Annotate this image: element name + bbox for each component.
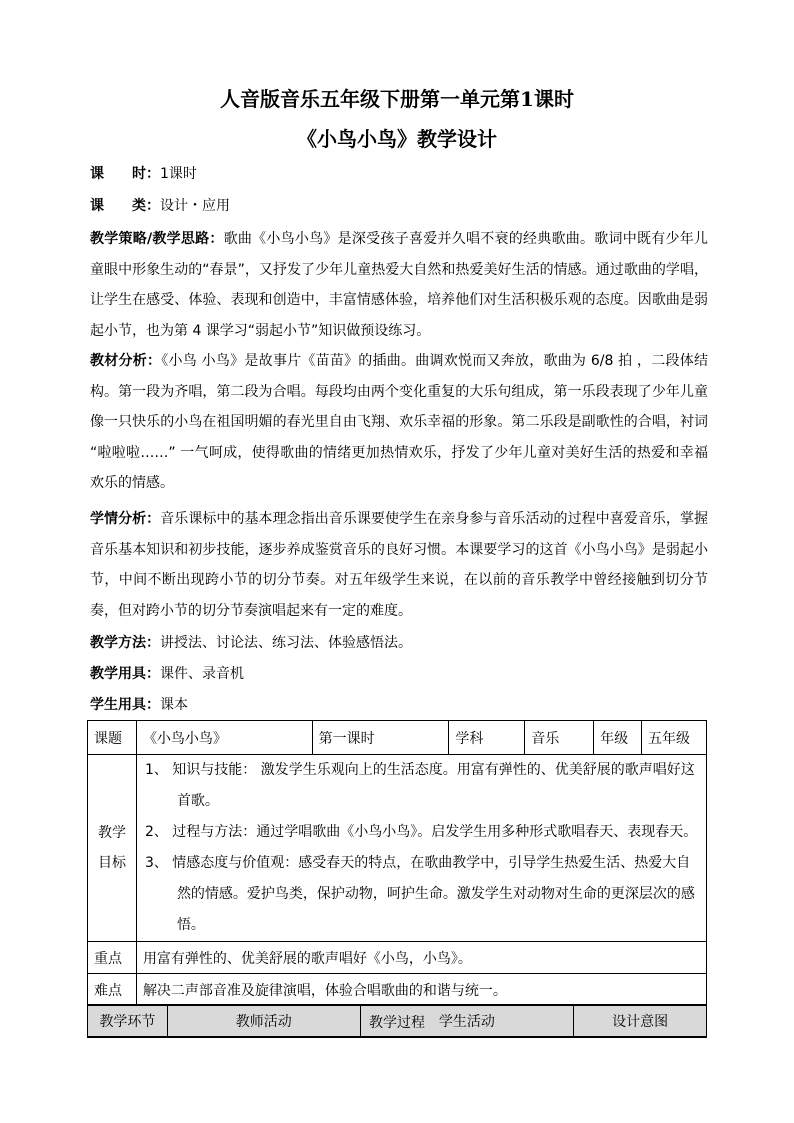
method-label: 教学方法： [90,635,160,651]
tools-label: 教学用具： [90,666,160,682]
grade-value-cell: 五年级 [642,721,707,755]
learner-text: 音乐课标中的基本理念指出音乐课要使学生在亲身参与音乐活动的过程中喜爱音乐，掌握音乐基本知识和初步技能，逐步养成鉴赏音乐的良好习惯。本课要学习的这首《小鸟小鸟》是弱起小节，中间不断出现跨小节的切分节奏。对五年级学生来说，在以前的音乐教学中曾经接触到切分节奏，但对跨小节的切分节奏演唱起来有一定的难度。 [90,511,708,619]
goals-label-line1: 教学 [97,825,126,841]
goals-label-cell [88,755,137,942]
strategy-label: 教学策略/教学思路： [90,231,224,247]
type-value: 设计・应用 [160,198,230,214]
goal-item: 2、 过程与方法：通过学唱歌曲《小鸟小鸟》。启发学生用多种形式歌唱春天、表现春天。 [144,824,698,840]
table-row-goals [88,755,707,942]
method-paragraph [90,628,708,659]
student-tools-paragraph [90,690,708,721]
strategy-text: 歌曲《小鸟小鸟》是深受孩子喜爱并久唱不衰的经典歌曲。歌词中既有少年儿童眼中形象生动的“春景”，又抒发了少年儿童热爱大自然和热爱美好生活的情感。通过歌曲的学唱，让学生在感受、体验、表现和创造中，丰富情感体验，培养他们对生活积极乐观的态度。因歌曲是弱起小节，也为第 4 课学习“弱起小节”知识做预设练习。 [90,231,709,339]
goals-label-line2: 目标 [97,855,126,871]
lesson-cell: 第一课时 [312,721,449,755]
key-label-cell: 重点 [88,942,137,974]
material-label: 教材分析： [90,353,162,369]
type-line [90,196,706,216]
topic-label-cell: 课题 [88,721,137,755]
document-title-line1: 人音版音乐五年级下册第一单元第1课时 [220,87,574,111]
key-text-cell: 用富有弹性的、优美舒展的歌声唱好《小鸟，小鸟》。 [136,942,706,974]
difficulty-label-cell: 难点 [88,974,137,1006]
column-header: 教师活动 [167,1005,360,1037]
goals-content-cell [136,755,706,942]
student-tools-label: 学生用具： [90,697,160,713]
subject-value-cell: 音乐 [525,721,594,755]
period-label: 课 时： [90,166,160,182]
column-header: 教学环节 [88,1005,168,1037]
table-row-difficulty [88,974,707,1006]
material-paragraph [90,346,708,499]
table-row-process-columns [88,1005,707,1037]
strategy-paragraph [90,224,708,346]
learner-paragraph [90,504,708,626]
topic-value-cell: 《小鸟小鸟》 [136,721,312,755]
goal-item: 1、 知识与技能： 激发学生乐观向上的生活态度。用富有弹性的、优美舒展的歌声唱好这首歌。 [144,762,695,809]
learner-label: 学情分析： [90,511,161,527]
column-header: 学生活动 [360,1005,574,1037]
tools-text: 课件、录音机 [160,666,244,682]
material-text: 《小鸟 小鸟》是故事片《苗苗》的插曲。曲调欢悦而又奔放，歌曲为 6/8 拍 ，二段体结构。第一段为齐唱，第二段为合唱。每段均由两个变化重复的大乐句组成，第一乐段表现了少年儿童像一只快乐的小鸟在祖国明媚的春光里自由飞翔、欢乐幸福的形象。第二乐段是副歌性的合唱，衬词 “啦啦啦……” 一气呵成，使得歌曲的情绪更加热情欢乐，抒发了少年儿童对美好生活的热爱和幸福欢乐的情感。 [90,353,708,491]
method-text: 讲授法、讨论法、练习法、体验感悟法。 [160,635,412,651]
period-line [90,164,706,184]
process-columns-table [87,1004,707,1037]
document-title-line2: 《小鸟小鸟》教学设计 [297,127,497,151]
lesson-plan-table [87,720,707,1038]
type-label: 课 类： [90,198,160,214]
table-row-key-point [88,942,707,974]
goal-item: 3、 情感态度与价值观：感受春天的特点，在歌曲教学中，引导学生热爱生活、热爱大自然的情感。爱护鸟类，保护动物，呵护生命。激发学生对动物对生命的更深层次的感悟。 [144,855,695,933]
period-value: 1课时 [160,166,197,182]
subject-label-cell: 学科 [449,721,525,755]
student-tools-text: 课本 [160,697,188,713]
grade-label-cell: 年级 [594,721,642,755]
tools-paragraph [90,659,708,690]
table-row-topic [88,721,707,755]
column-header: 设计意图 [574,1005,707,1037]
process-header-cell: 教学过程 [88,1006,707,1038]
difficulty-text-cell: 解决二声部音准及旋律演唱，体验合唱歌曲的和谐与统一。 [136,974,706,1006]
